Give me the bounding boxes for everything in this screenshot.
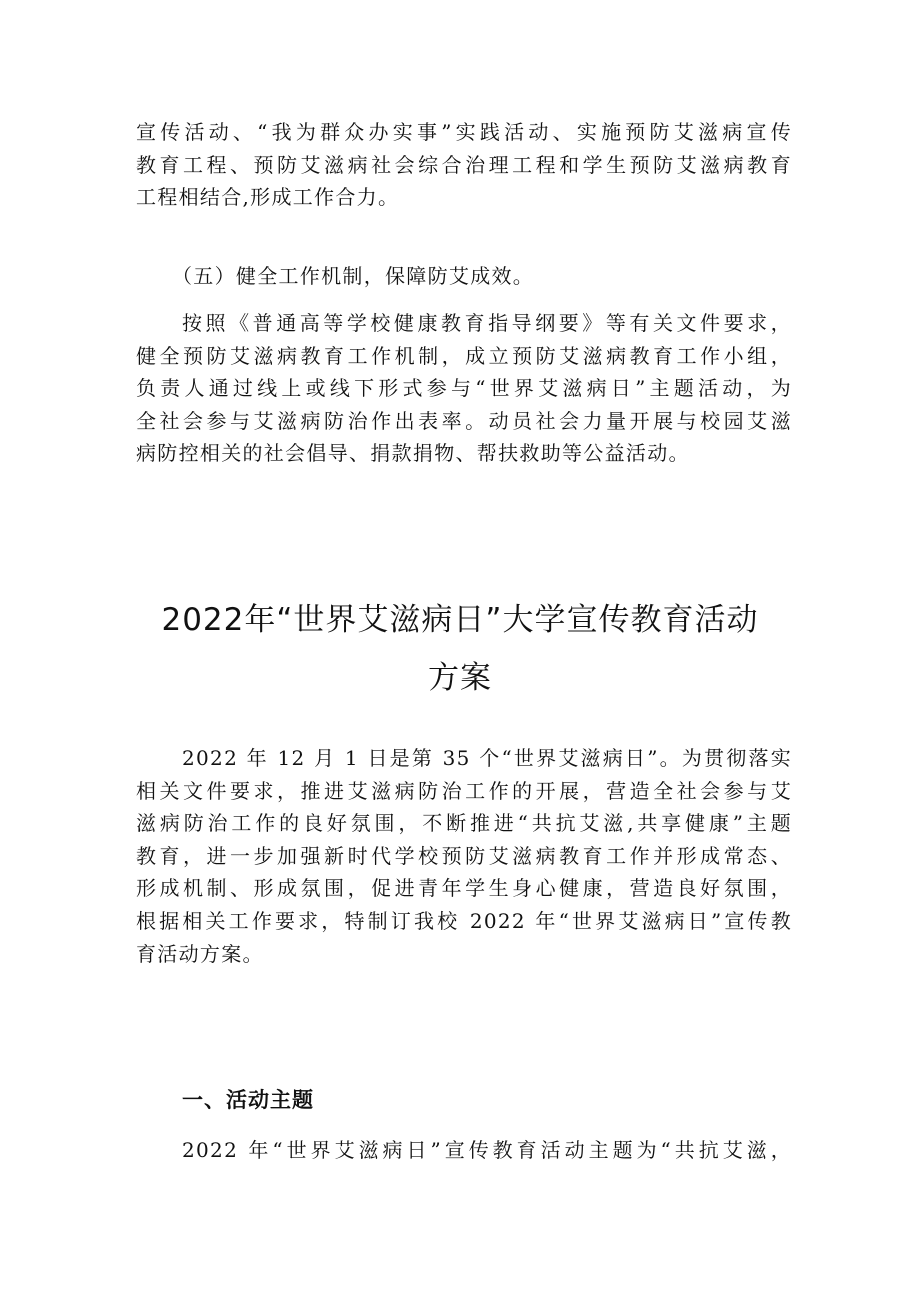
document-title-line-1: 2022年“世界艾滋病日”大学宣传教育活动 xyxy=(161,602,759,638)
paragraph-theme xyxy=(136,1134,792,1167)
paragraph-line: 工程相结合,形成工作合力。 xyxy=(136,185,400,210)
paragraph-line: 形成机制、形成氛围，促进青年学生身心健康，营造良好氛围， xyxy=(136,876,792,901)
paragraph-line: 教育，进一步加强新时代学校预防艾滋病教育工作并形成常态、 xyxy=(136,843,792,868)
section-heading-five xyxy=(172,260,692,293)
paragraph-line: 相关文件要求，推进艾滋病防治工作的开展，营造全社会参与艾 xyxy=(136,778,792,803)
paragraph-line: 滋病防治工作的良好氛围，不断推进“共抗艾滋,共享健康”主题 xyxy=(136,811,792,836)
document-title-line-2: 方案 xyxy=(428,660,492,696)
paragraph-line: 教育工程、预防艾滋病社会综合治理工程和学生预防艾滋病教育 xyxy=(136,152,792,177)
document-title xyxy=(120,596,800,702)
paragraph-mechanism xyxy=(136,307,792,470)
paragraph-line: 根据相关工作要求，特制订我校 2022 年“世界艾滋病日”宣传教 xyxy=(136,908,792,933)
paragraph-collaboration xyxy=(136,116,792,214)
paragraph-line: 病防控相关的社会倡导、捐款捐物、帮扶救助等公益活动。 xyxy=(136,441,690,466)
paragraph-line: 宣传活动、“我为群众办实事”实践活动、实施预防艾滋病宣传 xyxy=(136,120,792,144)
section-heading-theme: 一、活动主题 xyxy=(182,1088,314,1112)
paragraph-line: 全社会参与艾滋病防治作出表率。动员社会力量开展与校园艾滋 xyxy=(136,408,792,433)
paragraph-line: 2022 年 12 月 1 日是第 35 个“世界艾滋病日”。为贯彻落实 xyxy=(182,746,792,770)
section-heading-text: （五）健全工作机制，保障防艾成效。 xyxy=(172,264,535,288)
paragraph-line: 育活动方案。 xyxy=(136,941,264,966)
paragraph-line: 负责人通过线上或线下形式参与“世界艾滋病日”主题活动，为 xyxy=(136,376,792,401)
paragraph-line: 2022 年“世界艾滋病日”宣传教育活动主题为“共抗艾滋， xyxy=(182,1138,792,1162)
paragraph-intro xyxy=(136,742,792,970)
paragraph-line: 按照《普通高等学校健康教育指导纲要》等有关文件要求， xyxy=(182,311,792,335)
paragraph-line: 健全预防艾滋病教育工作机制，成立预防艾滋病教育工作小组， xyxy=(136,343,792,368)
